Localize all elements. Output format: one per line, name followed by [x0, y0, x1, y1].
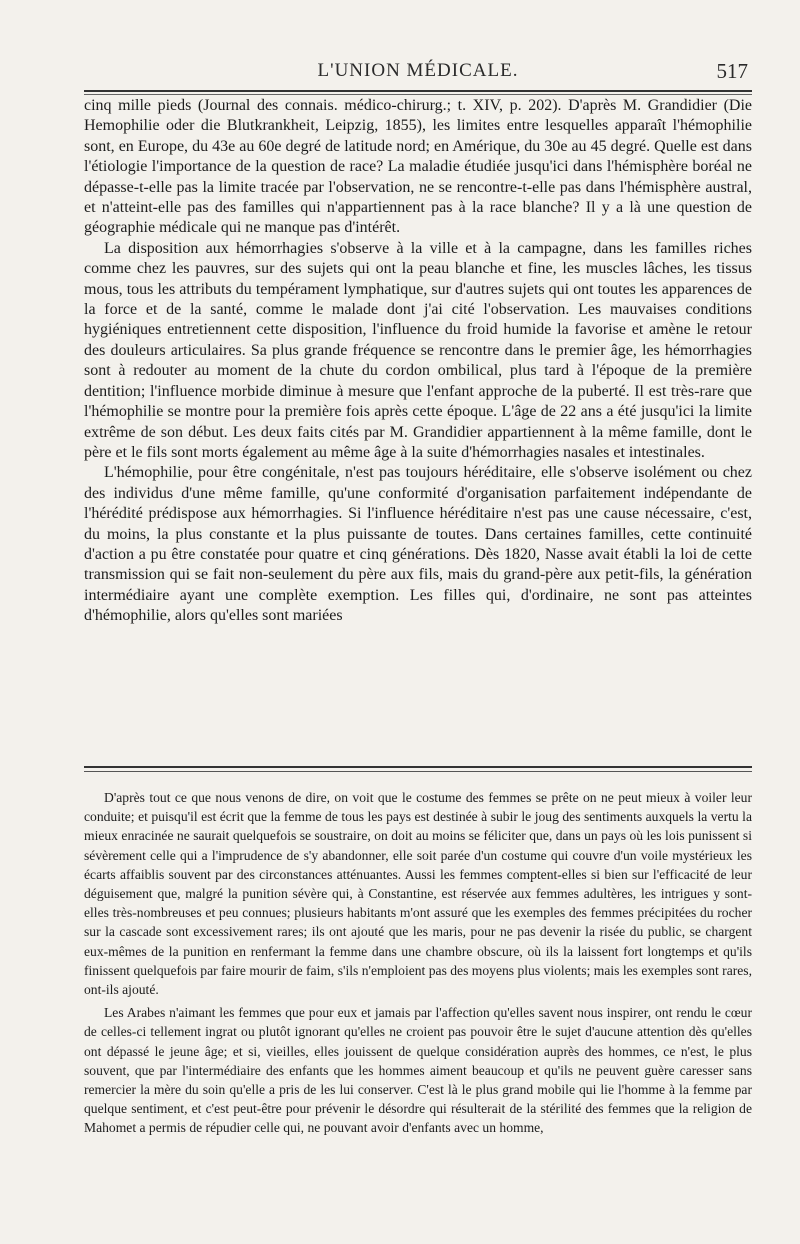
body-paragraph: cinq mille pieds (Journal des connais. médico-chirurg.; t. XIV, p. 202). D'après M. Grandidier (Die Hemophilie oder die Blutkrankheit, Leipzig, 1855), les limites entre lesquelles apparaît l'hémophilie sont, en Europe, du 43e au 60e degré de latitude nord; en Amérique, du 30e au 45 degré. Quelle est dans l'étiologie l'importance de la question de race? La maladie étudiée jusqu'ici dans l'hémisphère boréal ne dépasse-t-elle pas la limite tracée par l'observation, ne se rencontre-t-elle pas dans l'hémisphère austral, et n'atteint-elle pas des familles qui n'appartiennent pas à la race blanche? Il y a là une question de géographie médicale qui ne manque pas d'intérêt. — [84, 97, 752, 237]
footnote-paragraph: Les Arabes n'aimant les femmes que pour eux et jamais par l'affection qu'elles savent nous inspirer, ont rendu le cœur de celles-ci tellement ingrat ou plutôt ignorant qu'elles ne croient pas pouvoir être le sujet d'aucune attention dès qu'elles ont dépassé le jeune âge; et si, vieilles, elles jouissent de quelque considération auprès des hommes, ce n'est, le plus souvent, que par l'intermédiaire des enfants que les hommes aiment beaucoup et qu'ils ne peuvent guère caresser sans remercier la mère du soin qu'elle a pris de les lui conserver. C'est là le plus grand mobile qui lie l'homme à la femme par quelque sentiment, et c'est peut-être pour prévenir le désordre qui résulterait de la stérilité des femmes que la religion de Mahomet a permis de répudier celle qui, ne pouvant avoir d'enfants avec un homme, — [84, 1005, 752, 1136]
footnote-paragraph: D'après tout ce que nous venons de dire, on voit que le costume des femmes se prête on ne peut mieux à voiler leur conduite; et puisqu'il est écrit que la femme de tous les pays est destinée à subir le joug des sentiments auxquels la vertu la mieux enracinée ne saurait quelquefois se soustraire, on doit au moins se féliciter que, dans un pays où les lois punissent si sévèrement celle qui a l'imprudence de s'y abandonner, elle soit parée d'un costume qui couvre d'un voile mystérieux les écarts affaiblis souvent par des circonstances atténuantes. Aussi les femmes comptent-elles si bien sur l'efficacité de leur déguisement que, malgré la punition sévère qui, à Constantine, est réservée aux femmes adultères, les intrigues y sont-elles très-nombreuses et peu connues; plusieurs habitants m'ont assuré que les exemples des femmes précipitées du rocher sur la cascade sont excessivement rares; ils ont ajouté que les maris, pour ne pas devenir la risée du public, se chargent eux-mêmes de la punition en renfermant la femme dans une chambre obscure, où ils la laissent fort longtemps et qu'ils finissent quelquefois par faire mourir de faim, s'ils n'emploient pas des moyens plus violents; mais les exemples sont rares, ont-ils ajouté. — [84, 790, 752, 998]
main-text — [84, 96, 752, 627]
footnote-rule — [84, 766, 752, 772]
header-rule — [84, 90, 752, 95]
running-head — [84, 56, 752, 90]
body-paragraph: La disposition aux hémorrhagies s'observe à la ville et à la campagne, dans les familles riches comme chez les pauvres, sur des sujets qui ont la peau blanche et fine, les muscles lâches, les tissus mous, tous les attributs du tempérament lymphatique, sur d'autres sujets qui ont toutes les apparences de la force et de la santé, comme le malade dont j'ai cité l'observation. Les mauvaises conditions hygiéniques entretiennent cette disposition, l'influence du froid humide la favorise et amène le retour des douleurs articulaires. Sa plus grande fréquence se rencontre dans le premier âge, les hémorrhagies sont à redouter au moment de la chute du cordon ombilical, plus tard à l'époque de la première dentition; l'influence morbide diminue à mesure que l'enfant approche de la puberté. Il est très-rare que l'hémophilie se montre pour la première fois après cette époque. L'âge de 22 ans a été jusqu'ici la limite extrême de son début. Les deux faits cités par M. Grandidier appartiennent à la même famille, dont le père et le fils sont morts également au même âge à la suite d'hémorrhagies nasales et intestinales. — [84, 239, 752, 461]
body-paragraph: L'hémophilie, pour être congénitale, n'est pas toujours héréditaire, elle s'observe isolément ou chez des individus d'une même famille, qu'une conformité d'organisation parfaitement indépendante de l'hérédité prédispose aux hémorrhagies. Si l'influence héréditaire n'est pas une cause nécessaire, c'est, du moins, la plus constante et la plus puissante de toutes. Dans certaines familles, cette continuité d'action a pu être constatée pour quatre et cinq générations. Dès 1820, Nasse avait établi la loi de cette transmission qui se fait non-seulement du père aux fils, mais du grand-père aux petit-fils, la génération intermédiaire ayant une complète exemption. Les filles qui, d'ordinaire, ne sont pas atteintes d'hémophilie, alors qu'elles sont mariées — [84, 464, 752, 625]
page-number: 517 — [716, 59, 748, 83]
footnote — [84, 788, 752, 1138]
running-title: L'UNION MÉDICALE. — [317, 60, 519, 81]
